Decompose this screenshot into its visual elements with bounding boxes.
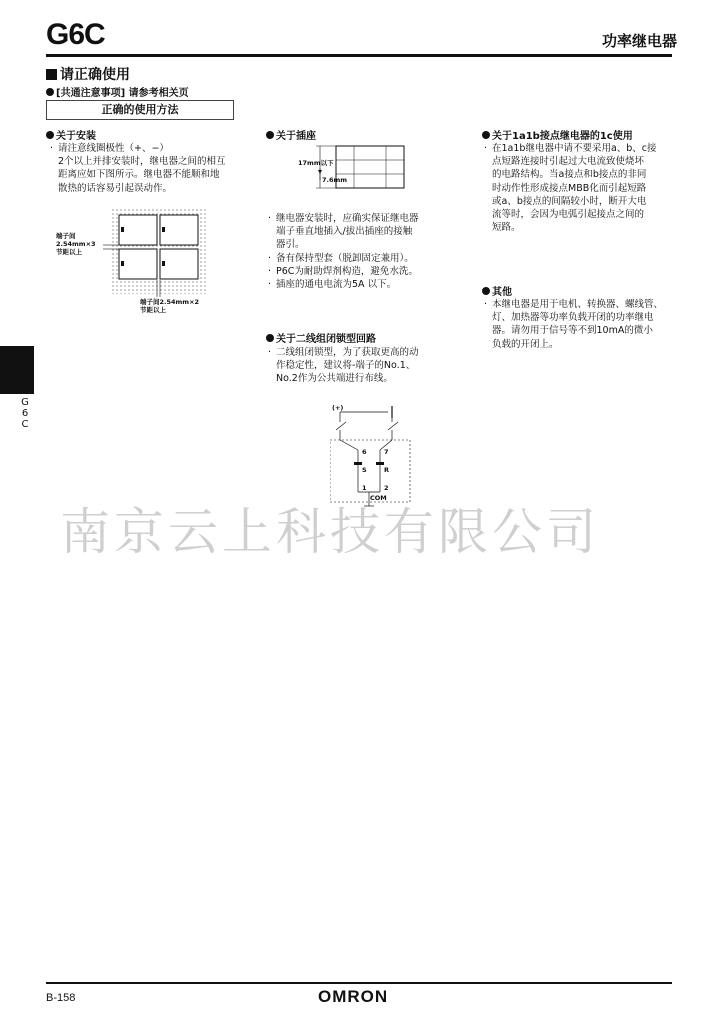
- install-heading: [46, 127, 96, 142]
- omron-logo: OMRON: [318, 987, 389, 1006]
- side-index-char: C: [21, 419, 29, 430]
- relay-outline: [119, 215, 157, 245]
- bullet-icon: [266, 131, 274, 139]
- common-note: [46, 84, 189, 99]
- install-line: 2个以上并排安装时，继电器之间的相互: [58, 156, 226, 168]
- contact-notes: [484, 142, 684, 234]
- note-line: · 二线组闭锁型，为了获取更高的动: [276, 347, 419, 358]
- note-line: · 在1a1b继电器中请不要采用a、b、c接: [492, 143, 657, 154]
- install-line: 距离应如下图所示。继电器不能顺和地: [58, 169, 220, 181]
- label-line: 端子间: [56, 232, 76, 240]
- switch-symbol: [336, 422, 346, 430]
- contact-heading: [482, 127, 633, 142]
- socket-height-dim: 17mm以下: [298, 159, 334, 167]
- note-line: 流等时，会因为电弧引起接点之间的: [492, 209, 645, 221]
- bullet-icon: [482, 287, 490, 295]
- install-line: 散热的话容易引起误动作。: [58, 182, 173, 194]
- label-line: 节距以上: [140, 306, 166, 314]
- section-title: [46, 64, 130, 84]
- socket-note: [268, 265, 468, 278]
- socket-heading-text: 关于插座: [276, 131, 316, 142]
- relay-outline: [160, 215, 198, 245]
- product-model-title: G6C: [46, 18, 105, 51]
- other-heading-text: 其他: [492, 287, 512, 298]
- contact-note: [484, 142, 684, 234]
- note-line: 时动作性形成接点MBB化而引起短路: [492, 182, 647, 194]
- note-line: 作稳定性，建议将-端子的No.1、: [276, 360, 416, 372]
- spacing-label-vertical: [56, 232, 96, 256]
- set-coil-label: S: [362, 466, 367, 474]
- note-line: 端子垂直地插入/拔出插座的接触: [276, 226, 413, 238]
- note-line: 短路。: [492, 222, 521, 234]
- com-label: COM: [370, 494, 387, 502]
- note-line: 器。请勿用于信号等不到10mA的微小: [492, 325, 653, 337]
- label-line: 2.54mm×3: [56, 240, 96, 248]
- label-line: 节距以上: [56, 248, 82, 256]
- other-notes: [484, 298, 684, 351]
- install-item-title: · 请注意线圈极性（+、−）: [50, 142, 250, 155]
- label-line: 端子间2.54mm×2: [140, 298, 200, 306]
- watermark: 南京云上科技有限公司: [60, 503, 600, 561]
- latching-notes: [268, 346, 468, 386]
- note-line: · 备有保持型套（脱卸固定兼用）。: [276, 252, 414, 264]
- latching-note: [268, 346, 468, 386]
- socket-note: [268, 278, 468, 291]
- note-line: 器引。: [276, 239, 305, 251]
- relay-outline: [119, 249, 157, 279]
- reset-coil-label: R: [384, 466, 390, 474]
- terminal-7-label: 7: [384, 448, 389, 456]
- note-line: · 插座的通电电流为5A 以下。: [276, 279, 397, 291]
- side-index-char: G: [21, 397, 29, 408]
- socket-pitch-dim: 7.6mm: [322, 176, 348, 184]
- bullet-icon: [266, 334, 274, 342]
- note-line: 灯、加热器等功率负载开闭的功率继电: [492, 312, 654, 324]
- other-note: [484, 298, 684, 351]
- reset-coil-icon: [376, 462, 384, 465]
- note-line: 点短路连接时引起过大电流致使烧坏: [492, 156, 645, 168]
- switch-symbol: [388, 422, 398, 430]
- usage-box-label: 正确的使用方法: [46, 100, 234, 120]
- terminal-2-label: 2: [384, 484, 389, 492]
- install-text: [50, 142, 250, 195]
- bullet-icon: [46, 88, 54, 96]
- terminal-1-label: 1: [362, 484, 367, 492]
- note-line: · 继电器安装时，应确实保证继电器: [276, 213, 419, 224]
- socket-notes: [268, 212, 468, 291]
- side-index-char: 6: [21, 408, 29, 419]
- note-line: · P6C为耐助焊剂构造，避免水洗。: [276, 265, 418, 277]
- latching-heading-text: 关于二线组闭锁型回路: [276, 334, 376, 345]
- section-title-text: 请正确使用: [60, 67, 130, 83]
- product-category: 功率继电器: [601, 32, 677, 50]
- install-heading-text: 关于安装: [56, 131, 96, 142]
- latching-heading: [266, 330, 376, 345]
- bullet-icon: [46, 131, 54, 139]
- header-rule: [46, 54, 672, 57]
- footer-rule: [46, 982, 672, 984]
- socket-note: [268, 252, 468, 265]
- terminal-6-label: 6: [362, 448, 367, 456]
- note-line: 负载的开闭上。: [492, 338, 559, 350]
- square-icon: [46, 69, 57, 80]
- side-index-text: [20, 397, 30, 430]
- spacing-label-horizontal: [140, 298, 199, 314]
- side-index-tab: [0, 346, 34, 394]
- page-number: B-158: [46, 992, 76, 1004]
- socket-diagram: [296, 140, 416, 200]
- note-line: 的电路结构。当a接点和b接点的非同: [492, 169, 647, 181]
- circuit-plus-label: (+): [332, 404, 344, 412]
- contact-heading-text: 关于1a1b接点继电器的1c使用: [492, 131, 633, 142]
- note-line: · 本继电器是用于电机、转换器、螺线管、: [492, 299, 664, 310]
- relay-outline: [160, 249, 198, 279]
- note-line: No.2作为公共端进行布线。: [276, 373, 393, 385]
- socket-note: [268, 212, 468, 252]
- set-coil-icon: [354, 462, 362, 465]
- common-note-text: [共通注意事项] 请参考相关页: [56, 88, 189, 99]
- other-heading: [482, 283, 512, 298]
- note-line: 或a、b接点的间隔较小时，断开大电: [492, 195, 647, 207]
- bullet-icon: [482, 131, 490, 139]
- install-item-body: [50, 155, 250, 195]
